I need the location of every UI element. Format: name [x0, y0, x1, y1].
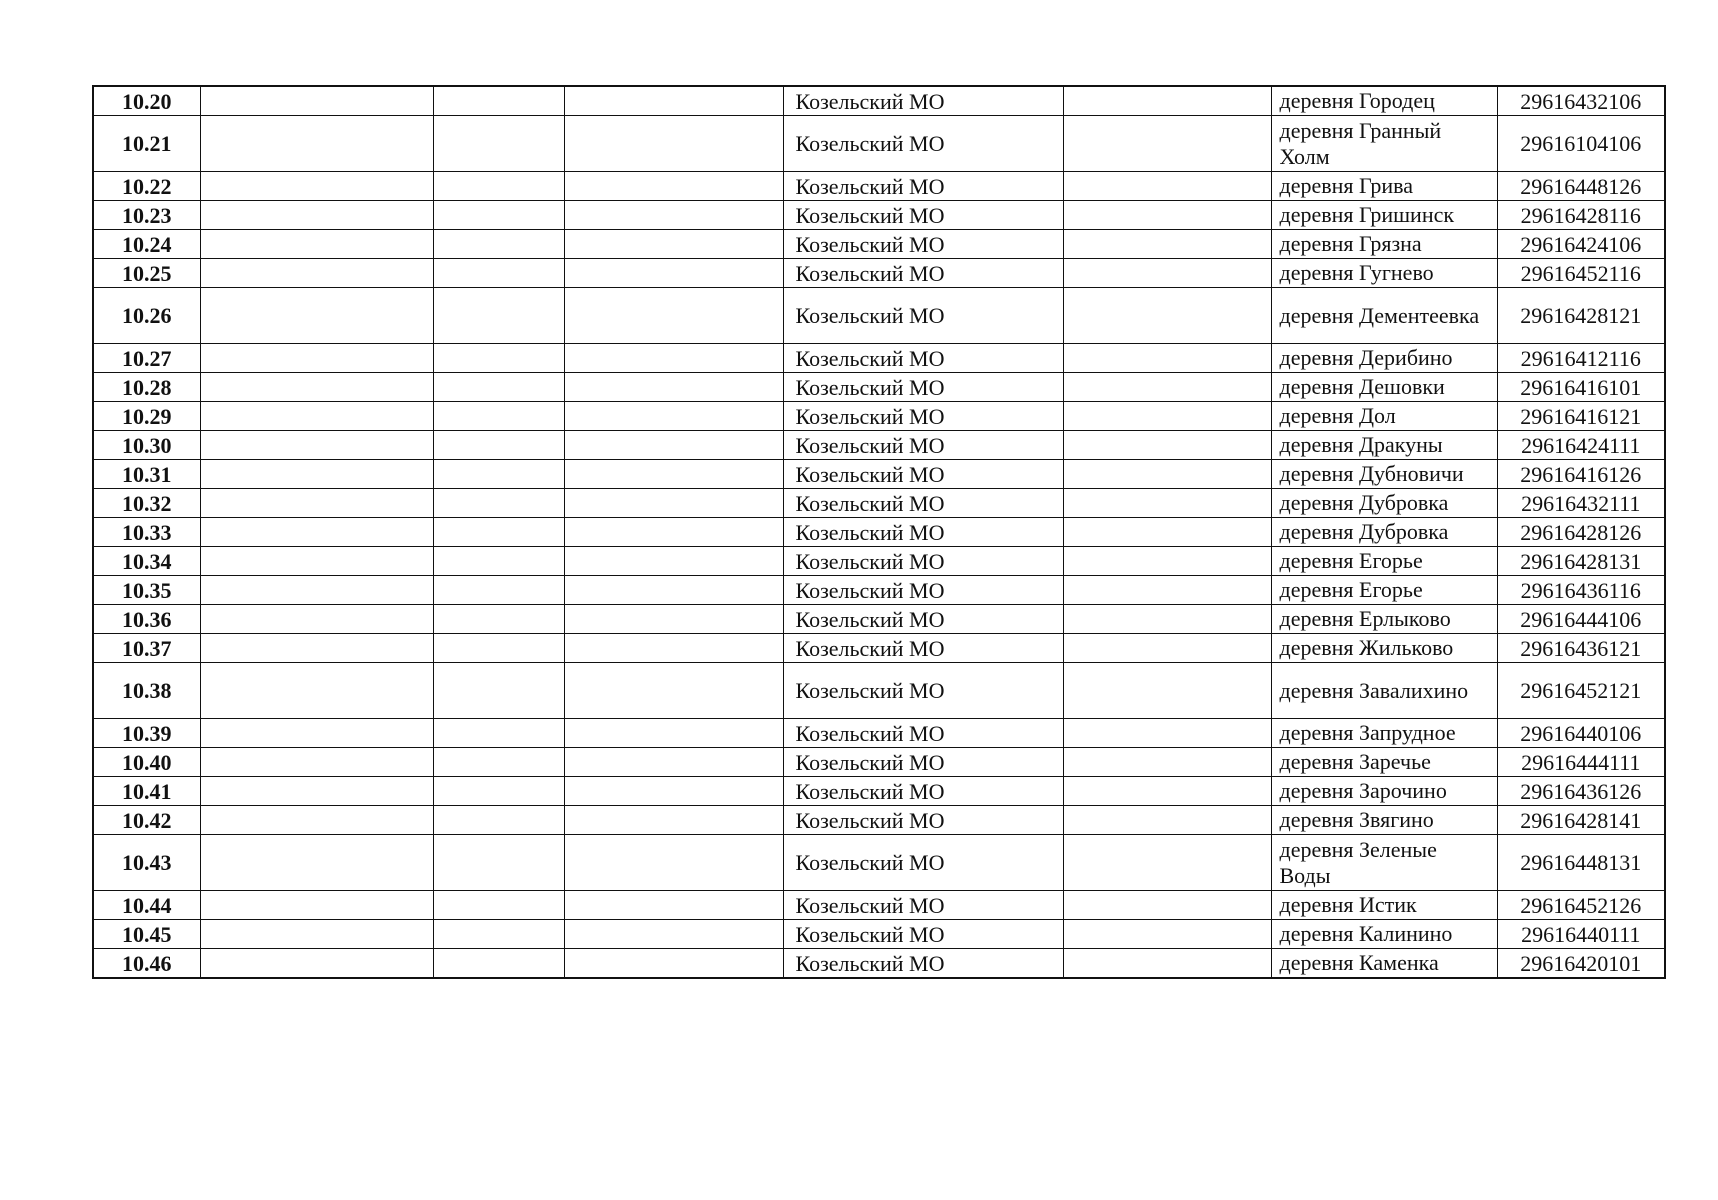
row-number-cell: 10.40: [93, 748, 200, 777]
empty-cell: [1063, 719, 1271, 748]
settlement-name-cell: деревня Дубновичи: [1271, 460, 1497, 489]
empty-cell: [433, 172, 564, 201]
row-number-cell: 10.33: [93, 518, 200, 547]
oktmo-code-cell: 29616452116: [1497, 259, 1665, 288]
municipality-cell: Козельский МО: [783, 344, 1063, 373]
empty-cell: [200, 518, 433, 547]
empty-cell: [564, 431, 783, 460]
settlement-name-cell: деревня Дубровка: [1271, 518, 1497, 547]
table-row: [93, 777, 1665, 806]
municipality-cell: Козельский МО: [783, 431, 1063, 460]
row-number-cell: 10.34: [93, 547, 200, 576]
row-number-cell: 10.39: [93, 719, 200, 748]
row-number-cell: 10.29: [93, 402, 200, 431]
settlement-name-cell: деревня Дубровка: [1271, 489, 1497, 518]
municipality-cell: Козельский МО: [783, 547, 1063, 576]
empty-cell: [200, 835, 433, 891]
empty-cell: [564, 86, 783, 116]
municipality-cell: Козельский МО: [783, 172, 1063, 201]
municipality-cell: Козельский МО: [783, 373, 1063, 402]
oktmo-code-cell: 29616412116: [1497, 344, 1665, 373]
settlement-name-cell: деревня Запрудное: [1271, 719, 1497, 748]
empty-cell: [200, 891, 433, 920]
oktmo-code-cell: 29616444106: [1497, 605, 1665, 634]
table-row: [93, 518, 1665, 547]
municipality-cell: Козельский МО: [783, 201, 1063, 230]
empty-cell: [433, 373, 564, 402]
settlement-name-cell: деревня Дол: [1271, 402, 1497, 431]
row-number-cell: 10.28: [93, 373, 200, 402]
oktmo-code-cell: 29616452126: [1497, 891, 1665, 920]
table-row: [93, 288, 1665, 344]
municipality-cell: Козельский МО: [783, 777, 1063, 806]
table-row: [93, 402, 1665, 431]
empty-cell: [200, 259, 433, 288]
empty-cell: [564, 172, 783, 201]
empty-cell: [200, 719, 433, 748]
oktmo-code-cell: 29616420101: [1497, 949, 1665, 979]
municipality-cell: Козельский МО: [783, 949, 1063, 979]
table-row: [93, 634, 1665, 663]
empty-cell: [200, 344, 433, 373]
oktmo-code-cell: 29616432111: [1497, 489, 1665, 518]
empty-cell: [433, 547, 564, 576]
empty-cell: [200, 949, 433, 979]
oktmo-code-cell: 29616428131: [1497, 547, 1665, 576]
empty-cell: [564, 920, 783, 949]
settlement-name-cell: деревня Завалихино: [1271, 663, 1497, 719]
empty-cell: [1063, 663, 1271, 719]
empty-cell: [200, 373, 433, 402]
settlement-name-cell: деревня Гришинск: [1271, 201, 1497, 230]
table-row: [93, 719, 1665, 748]
oktmo-code-cell: 29616428121: [1497, 288, 1665, 344]
settlement-name-cell: деревня Городец: [1271, 86, 1497, 116]
table-row: [93, 86, 1665, 116]
row-number-cell: 10.20: [93, 86, 200, 116]
settlement-name-cell: деревня Каменка: [1271, 949, 1497, 979]
empty-cell: [564, 748, 783, 777]
empty-cell: [433, 777, 564, 806]
empty-cell: [564, 489, 783, 518]
municipality-cell: Козельский МО: [783, 663, 1063, 719]
table-row: [93, 920, 1665, 949]
municipality-cell: Козельский МО: [783, 489, 1063, 518]
empty-cell: [1063, 835, 1271, 891]
municipality-cell: Козельский МО: [783, 835, 1063, 891]
empty-cell: [564, 460, 783, 489]
empty-cell: [1063, 605, 1271, 634]
row-number-cell: 10.38: [93, 663, 200, 719]
table-row: [93, 230, 1665, 259]
oktmo-code-cell: 29616436126: [1497, 777, 1665, 806]
oktmo-code-cell: 29616436116: [1497, 576, 1665, 605]
settlement-name-cell: деревня Егорье: [1271, 576, 1497, 605]
settlement-name-cell: деревня Грязна: [1271, 230, 1497, 259]
oktmo-code-cell: 29616444111: [1497, 748, 1665, 777]
row-number-cell: 10.46: [93, 949, 200, 979]
empty-cell: [433, 634, 564, 663]
empty-cell: [564, 344, 783, 373]
table-row: [93, 172, 1665, 201]
empty-cell: [564, 806, 783, 835]
empty-cell: [1063, 634, 1271, 663]
row-number-cell: 10.22: [93, 172, 200, 201]
empty-cell: [433, 460, 564, 489]
empty-cell: [200, 431, 433, 460]
empty-cell: [564, 663, 783, 719]
empty-cell: [433, 86, 564, 116]
table-row: [93, 460, 1665, 489]
settlement-name-cell: деревня Зарочино: [1271, 777, 1497, 806]
empty-cell: [200, 547, 433, 576]
municipality-cell: Козельский МО: [783, 86, 1063, 116]
empty-cell: [1063, 172, 1271, 201]
settlement-name-cell: деревня Гранный Холм: [1271, 116, 1497, 172]
empty-cell: [433, 605, 564, 634]
empty-cell: [200, 86, 433, 116]
settlement-name-cell: деревня Дементеевка: [1271, 288, 1497, 344]
empty-cell: [433, 920, 564, 949]
row-number-cell: 10.45: [93, 920, 200, 949]
empty-cell: [200, 460, 433, 489]
empty-cell: [433, 949, 564, 979]
municipality-cell: Козельский МО: [783, 719, 1063, 748]
table-row: [93, 431, 1665, 460]
oktmo-code-cell: 29616436121: [1497, 634, 1665, 663]
municipality-cell: Козельский МО: [783, 230, 1063, 259]
empty-cell: [564, 259, 783, 288]
municipality-cell: Козельский МО: [783, 288, 1063, 344]
oktmo-code-cell: 29616428126: [1497, 518, 1665, 547]
row-number-cell: 10.24: [93, 230, 200, 259]
oktmo-code-cell: 29616428116: [1497, 201, 1665, 230]
empty-cell: [564, 373, 783, 402]
settlement-name-cell: деревня Зеленые Воды: [1271, 835, 1497, 891]
empty-cell: [1063, 806, 1271, 835]
empty-cell: [200, 172, 433, 201]
empty-cell: [1063, 259, 1271, 288]
empty-cell: [1063, 201, 1271, 230]
settlement-name-cell: деревня Дешовки: [1271, 373, 1497, 402]
municipality-cell: Козельский МО: [783, 634, 1063, 663]
oktmo-code-cell: 29616452121: [1497, 663, 1665, 719]
empty-cell: [433, 891, 564, 920]
empty-cell: [564, 116, 783, 172]
municipality-cell: Козельский МО: [783, 402, 1063, 431]
oktmo-code-cell: 29616428141: [1497, 806, 1665, 835]
table-body: [93, 86, 1665, 978]
municipality-cell: Козельский МО: [783, 259, 1063, 288]
empty-cell: [564, 777, 783, 806]
oktmo-code-cell: 29616432106: [1497, 86, 1665, 116]
empty-cell: [433, 489, 564, 518]
row-number-cell: 10.37: [93, 634, 200, 663]
oktmo-code-cell: 29616416126: [1497, 460, 1665, 489]
row-number-cell: 10.32: [93, 489, 200, 518]
empty-cell: [564, 719, 783, 748]
empty-cell: [564, 835, 783, 891]
oktmo-code-cell: 29616104106: [1497, 116, 1665, 172]
empty-cell: [1063, 230, 1271, 259]
empty-cell: [200, 230, 433, 259]
empty-cell: [433, 835, 564, 891]
empty-cell: [564, 547, 783, 576]
empty-cell: [564, 949, 783, 979]
empty-cell: [433, 431, 564, 460]
table-row: [93, 547, 1665, 576]
row-number-cell: 10.23: [93, 201, 200, 230]
settlement-name-cell: деревня Калинино: [1271, 920, 1497, 949]
row-number-cell: 10.41: [93, 777, 200, 806]
empty-cell: [433, 344, 564, 373]
empty-cell: [200, 806, 433, 835]
empty-cell: [200, 288, 433, 344]
row-number-cell: 10.43: [93, 835, 200, 891]
municipality-cell: Козельский МО: [783, 748, 1063, 777]
empty-cell: [433, 259, 564, 288]
row-number-cell: 10.31: [93, 460, 200, 489]
settlement-name-cell: деревня Истик: [1271, 891, 1497, 920]
table-row: [93, 373, 1665, 402]
municipality-cell: Козельский МО: [783, 605, 1063, 634]
table-row: [93, 835, 1665, 891]
table-row: [93, 806, 1665, 835]
municipality-cell: Козельский МО: [783, 460, 1063, 489]
settlement-name-cell: деревня Гугнево: [1271, 259, 1497, 288]
row-number-cell: 10.30: [93, 431, 200, 460]
row-number-cell: 10.36: [93, 605, 200, 634]
table-row: [93, 891, 1665, 920]
empty-cell: [433, 663, 564, 719]
row-number-cell: 10.42: [93, 806, 200, 835]
empty-cell: [564, 576, 783, 605]
empty-cell: [564, 288, 783, 344]
empty-cell: [200, 402, 433, 431]
empty-cell: [200, 605, 433, 634]
empty-cell: [564, 891, 783, 920]
empty-cell: [1063, 116, 1271, 172]
empty-cell: [1063, 576, 1271, 605]
oktmo-code-cell: 29616424106: [1497, 230, 1665, 259]
empty-cell: [564, 634, 783, 663]
municipality-cell: Козельский МО: [783, 806, 1063, 835]
row-number-cell: 10.25: [93, 259, 200, 288]
oktmo-code-cell: 29616424111: [1497, 431, 1665, 460]
settlement-name-cell: деревня Дерибино: [1271, 344, 1497, 373]
empty-cell: [200, 634, 433, 663]
settlement-name-cell: деревня Жильково: [1271, 634, 1497, 663]
settlement-name-cell: деревня Заречье: [1271, 748, 1497, 777]
oktmo-code-cell: 29616416121: [1497, 402, 1665, 431]
empty-cell: [200, 663, 433, 719]
empty-cell: [1063, 949, 1271, 979]
empty-cell: [200, 748, 433, 777]
empty-cell: [433, 576, 564, 605]
table-row: [93, 116, 1665, 172]
empty-cell: [564, 230, 783, 259]
empty-cell: [200, 576, 433, 605]
empty-cell: [1063, 489, 1271, 518]
empty-cell: [1063, 777, 1271, 806]
row-number-cell: 10.35: [93, 576, 200, 605]
oktmo-code-cell: 29616440111: [1497, 920, 1665, 949]
municipality-cell: Козельский МО: [783, 920, 1063, 949]
empty-cell: [1063, 891, 1271, 920]
empty-cell: [433, 402, 564, 431]
empty-cell: [433, 806, 564, 835]
empty-cell: [1063, 373, 1271, 402]
empty-cell: [1063, 431, 1271, 460]
row-number-cell: 10.44: [93, 891, 200, 920]
municipality-cell: Козельский МО: [783, 518, 1063, 547]
oktmo-code-cell: 29616440106: [1497, 719, 1665, 748]
settlement-name-cell: деревня Грива: [1271, 172, 1497, 201]
settlement-name-cell: деревня Дракуны: [1271, 431, 1497, 460]
table-row: [93, 489, 1665, 518]
empty-cell: [1063, 86, 1271, 116]
empty-cell: [433, 230, 564, 259]
empty-cell: [1063, 547, 1271, 576]
empty-cell: [433, 518, 564, 547]
empty-cell: [433, 719, 564, 748]
empty-cell: [200, 201, 433, 230]
table-row: [93, 576, 1665, 605]
oktmo-code-cell: 29616416101: [1497, 373, 1665, 402]
table-row: [93, 259, 1665, 288]
table-row: [93, 201, 1665, 230]
empty-cell: [433, 748, 564, 777]
municipality-cell: Козельский МО: [783, 116, 1063, 172]
empty-cell: [1063, 518, 1271, 547]
row-number-cell: 10.21: [93, 116, 200, 172]
table-row: [93, 344, 1665, 373]
settlement-name-cell: деревня Ерлыково: [1271, 605, 1497, 634]
settlements-table: [92, 85, 1666, 979]
empty-cell: [564, 402, 783, 431]
empty-cell: [1063, 748, 1271, 777]
table-row: [93, 949, 1665, 979]
empty-cell: [433, 116, 564, 172]
row-number-cell: 10.26: [93, 288, 200, 344]
empty-cell: [200, 489, 433, 518]
empty-cell: [564, 605, 783, 634]
row-number-cell: 10.27: [93, 344, 200, 373]
empty-cell: [433, 288, 564, 344]
table-row: [93, 605, 1665, 634]
empty-cell: [200, 777, 433, 806]
table-row: [93, 663, 1665, 719]
settlement-name-cell: деревня Звягино: [1271, 806, 1497, 835]
empty-cell: [1063, 344, 1271, 373]
empty-cell: [1063, 920, 1271, 949]
table-row: [93, 748, 1665, 777]
oktmo-code-cell: 29616448126: [1497, 172, 1665, 201]
empty-cell: [433, 201, 564, 230]
empty-cell: [1063, 402, 1271, 431]
empty-cell: [1063, 288, 1271, 344]
empty-cell: [564, 201, 783, 230]
settlement-name-cell: деревня Егорье: [1271, 547, 1497, 576]
empty-cell: [564, 518, 783, 547]
municipality-cell: Козельский МО: [783, 891, 1063, 920]
municipality-cell: Козельский МО: [783, 576, 1063, 605]
empty-cell: [200, 116, 433, 172]
empty-cell: [1063, 460, 1271, 489]
empty-cell: [200, 920, 433, 949]
oktmo-code-cell: 29616448131: [1497, 835, 1665, 891]
